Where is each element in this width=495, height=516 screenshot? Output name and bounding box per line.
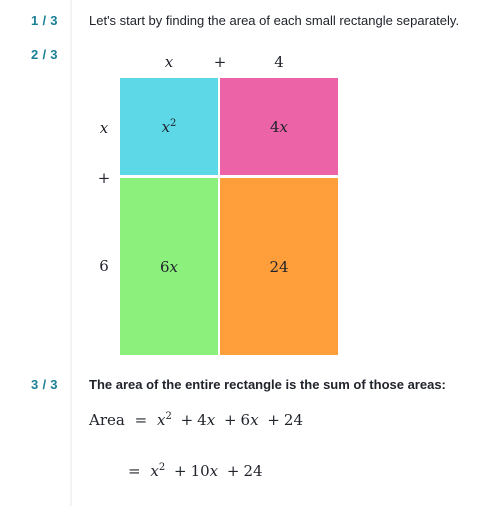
- cell-24: 24: [220, 178, 338, 355]
- step-text-3: The area of the entire rectangle is the sum of those areas:: [89, 377, 446, 392]
- step-divider: [70, 0, 72, 506]
- step-number-2: 2 / 3: [31, 47, 58, 62]
- cell-6x: 6x: [120, 178, 218, 355]
- side-label-x: x: [99, 119, 109, 137]
- step-text-1: Let's start by finding the area of each small rectangle separately.: [89, 13, 460, 28]
- step-number-3: 3 / 3: [31, 377, 58, 392]
- side-label-plus: +: [97, 169, 111, 187]
- top-label-x: x: [164, 53, 174, 71]
- equation-line-1: Area = $x^2 + 4x + 6x + 24$: [89, 411, 304, 429]
- equation-line-2: = $x^2 + 10x + 24$: [128, 462, 263, 480]
- step-number-1: 1 / 3: [31, 13, 58, 28]
- top-label-plus: +: [213, 53, 227, 71]
- side-label-6: 6: [99, 257, 109, 275]
- cell-x-squared: $x^2$: [120, 78, 218, 175]
- top-label-4: 4: [274, 53, 284, 71]
- equation-area-label: Area: [89, 411, 125, 429]
- cell-4x: 4x: [220, 78, 338, 175]
